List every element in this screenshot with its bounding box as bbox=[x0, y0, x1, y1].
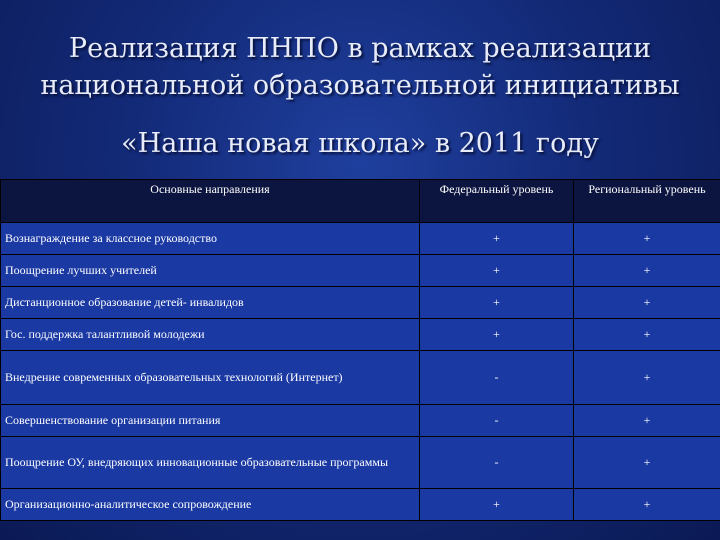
table-row bbox=[1, 255, 720, 287]
row-regional-mark: + bbox=[574, 223, 720, 255]
row-direction: Вознаграждение за классное руководство bbox=[1, 223, 420, 255]
directions-table bbox=[0, 179, 720, 521]
row-direction: Гос. поддержка талантливой молодежи bbox=[1, 319, 420, 351]
header-directions: Основные направления bbox=[1, 180, 420, 223]
row-federal-mark: + bbox=[420, 319, 574, 351]
row-federal-mark: + bbox=[420, 489, 574, 521]
row-federal-mark: + bbox=[420, 287, 574, 319]
table-row bbox=[1, 437, 720, 489]
row-federal-mark: - bbox=[420, 405, 574, 437]
row-regional-mark: + bbox=[574, 489, 720, 521]
table-row bbox=[1, 351, 720, 405]
row-federal-mark: - bbox=[420, 351, 574, 405]
row-direction: Поощрение лучших учителей bbox=[1, 255, 420, 287]
row-regional-mark: + bbox=[574, 437, 720, 489]
table-row bbox=[1, 405, 720, 437]
row-regional-mark: + bbox=[574, 255, 720, 287]
title-line-1: Реализация ПНПО в рамках реализации bbox=[68, 33, 652, 64]
table-row bbox=[1, 223, 720, 255]
header-regional: Региональный уровень bbox=[574, 180, 720, 223]
row-regional-mark: + bbox=[574, 287, 720, 319]
title-line-3: «Наша новая школа» в 2011 году bbox=[121, 128, 599, 159]
row-direction: Организационно-аналитическое сопровождение bbox=[1, 489, 420, 521]
row-regional-mark: + bbox=[574, 319, 720, 351]
table-row bbox=[1, 319, 720, 351]
row-regional-mark: + bbox=[574, 405, 720, 437]
row-direction: Совершенствование организации питания bbox=[1, 405, 420, 437]
row-regional-mark: + bbox=[574, 351, 720, 405]
row-federal-mark: + bbox=[420, 223, 574, 255]
row-direction: Внедрение современных образовательных технологий (Интернет) bbox=[1, 351, 420, 405]
table-header-row bbox=[1, 180, 720, 223]
row-federal-mark: + bbox=[420, 255, 574, 287]
header-federal: Федеральный уровень bbox=[420, 180, 574, 223]
row-direction: Дистанционное образование детей- инвалидов bbox=[1, 287, 420, 319]
table-row bbox=[1, 489, 720, 521]
row-direction: Поощрение ОУ, внедряющих инновационные образовательные программы bbox=[1, 437, 420, 489]
row-federal-mark: - bbox=[420, 437, 574, 489]
table-row bbox=[1, 287, 720, 319]
title-line-2: национальной образовательной инициативы bbox=[40, 70, 680, 101]
